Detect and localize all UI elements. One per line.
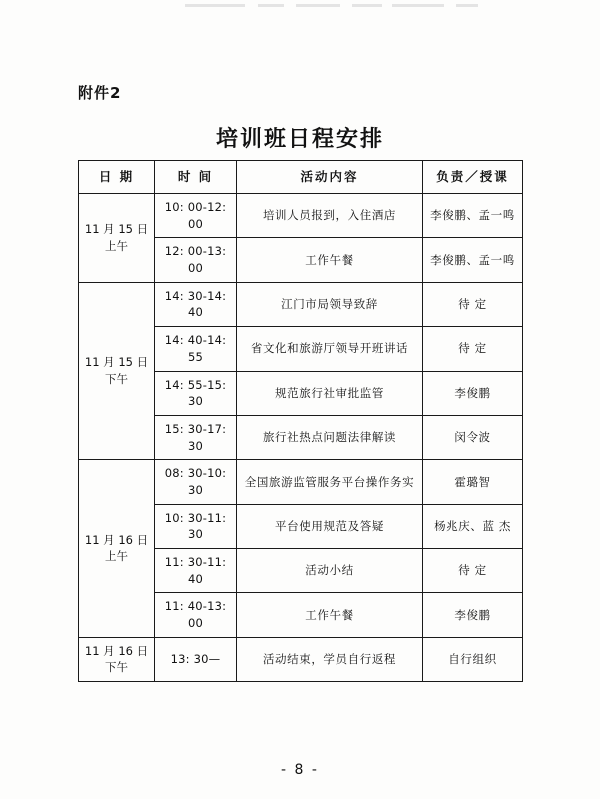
table-row	[79, 637, 523, 681]
date-line-1: 11 月 15 日	[84, 355, 149, 370]
time-cell: 11: 30-11: 40	[155, 548, 237, 592]
date-line-2: 下午	[105, 660, 128, 675]
date-cell-group-2	[79, 460, 155, 637]
schedule-table	[78, 160, 523, 682]
responsible-cell: 待 定	[423, 327, 523, 371]
page-number: - 8 -	[281, 762, 319, 778]
responsible-cell: 李俊鹏	[423, 371, 523, 415]
responsible-cell: 待 定	[423, 548, 523, 592]
date-line-2: 上午	[105, 238, 128, 253]
header-time: 时 间	[155, 161, 237, 194]
table-row	[79, 282, 523, 326]
responsible-cell: 霍璐智	[423, 460, 523, 504]
activity-cell: 工作午餐	[237, 238, 423, 282]
activity-cell: 省文化和旅游厅领导开班讲话	[237, 327, 423, 371]
time-cell: 08: 30-10: 30	[155, 460, 237, 504]
activity-cell: 规范旅行社审批监管	[237, 371, 423, 415]
page-title: 培训班日程安排	[215, 126, 384, 152]
header-activity: 活动内容	[237, 161, 423, 194]
date-line-1: 11 月 16 日	[84, 643, 149, 658]
scan-artifacts	[0, 0, 600, 14]
activity-cell: 平台使用规范及答疑	[237, 504, 423, 548]
time-cell: 10: 30-11: 30	[155, 504, 237, 548]
date-line-2: 上午	[105, 549, 128, 564]
activity-cell: 培训人员报到，入住酒店	[237, 194, 423, 238]
time-cell: 12: 00-13: 00	[155, 238, 237, 282]
activity-cell: 旅行社热点问题法律解读	[237, 415, 423, 459]
header-responsible: 负责／授课	[423, 161, 523, 194]
activity-cell: 活动结束，学员自行返程	[237, 637, 423, 681]
table-header-row	[79, 161, 523, 194]
responsible-cell: 杨兆庆、蓝 杰	[423, 504, 523, 548]
time-cell: 10: 00-12: 00	[155, 194, 237, 238]
time-cell: 15: 30-17: 30	[155, 415, 237, 459]
activity-cell: 江门市局领导致辞	[237, 282, 423, 326]
date-line-2: 下午	[105, 372, 128, 386]
time-cell: 14: 30-14: 40	[155, 282, 237, 326]
responsible-cell: 自行组织	[423, 637, 523, 681]
date-cell-group-3	[79, 637, 155, 681]
activity-cell: 活动小结	[237, 548, 423, 592]
activity-cell: 工作午餐	[237, 593, 423, 637]
time-cell: 14: 40-14: 55	[155, 327, 237, 371]
time-cell: 14: 55-15: 30	[155, 371, 237, 415]
table-row	[79, 460, 523, 504]
date-cell-group-1	[79, 282, 155, 459]
responsible-cell: 待 定	[423, 282, 523, 326]
activity-cell: 全国旅游监管服务平台操作务实	[237, 460, 423, 504]
header-date: 日 期	[79, 161, 155, 194]
responsible-cell: 李俊鹏、孟一鸣	[423, 238, 523, 282]
responsible-cell: 李俊鹏、孟一鸣	[423, 194, 523, 238]
attachment-label: 附件2	[78, 84, 122, 102]
responsible-cell: 李俊鹏	[423, 593, 523, 637]
time-cell: 11: 40-13: 00	[155, 593, 237, 637]
responsible-cell: 闵令波	[423, 415, 523, 459]
date-line-1: 11 月 15 日	[84, 222, 149, 237]
table-row	[79, 194, 523, 238]
time-cell: 13: 30—	[155, 637, 237, 681]
date-cell-group-0	[79, 194, 155, 283]
date-line-1: 11 月 16 日	[84, 532, 149, 547]
